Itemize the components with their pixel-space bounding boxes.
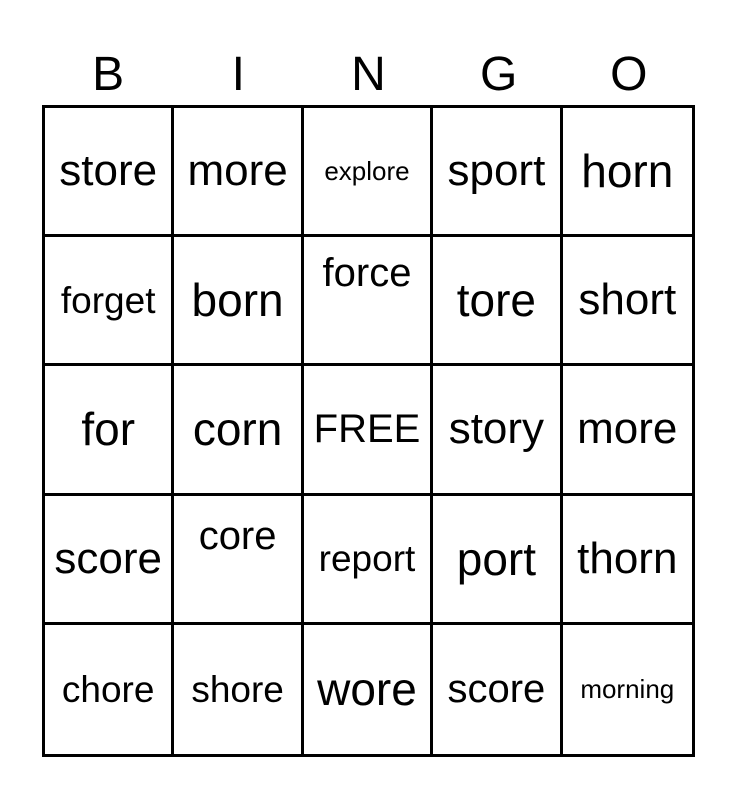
header-letter-b: B	[92, 48, 125, 101]
bingo-cell[interactable]: thorn	[563, 496, 692, 625]
bingo-cell[interactable]: report	[304, 496, 433, 625]
bingo-cell[interactable]: score	[433, 625, 562, 754]
header-letter-i: I	[231, 48, 245, 101]
bingo-cell[interactable]: more	[174, 108, 303, 237]
bingo-cell[interactable]: shore	[174, 625, 303, 754]
bingo-board	[42, 105, 695, 757]
bingo-cell[interactable]: tore	[433, 237, 562, 366]
bingo-cell[interactable]: forget	[45, 237, 174, 366]
header-letter-n: N	[351, 48, 386, 101]
bingo-cell[interactable]: for	[45, 366, 174, 495]
bingo-header	[43, 46, 694, 104]
bingo-cell[interactable]: sport	[433, 108, 562, 237]
bingo-cell[interactable]: born	[174, 237, 303, 366]
bingo-cell[interactable]: store	[45, 108, 174, 237]
bingo-cell[interactable]: story	[433, 366, 562, 495]
bingo-cell[interactable]: core	[174, 496, 303, 625]
bingo-cell[interactable]: short	[563, 237, 692, 366]
bingo-cell[interactable]: morning	[580, 674, 675, 705]
bingo-cell[interactable]: corn	[174, 366, 303, 495]
bingo-cell[interactable]: more	[563, 366, 692, 495]
bingo-cell[interactable]: explore	[304, 108, 433, 237]
header-letter-g: G	[479, 48, 518, 101]
bingo-cell[interactable]: horn	[563, 108, 692, 237]
bingo-cell[interactable]: chore	[45, 625, 174, 754]
bingo-cell[interactable]: force	[304, 237, 433, 366]
bingo-cell[interactable]: score	[45, 496, 174, 625]
free-space[interactable]: FREE	[304, 366, 433, 495]
bingo-cell[interactable]: port	[433, 496, 562, 625]
header-letter-o: O	[610, 48, 648, 101]
bingo-cell[interactable]: wore	[304, 625, 433, 754]
